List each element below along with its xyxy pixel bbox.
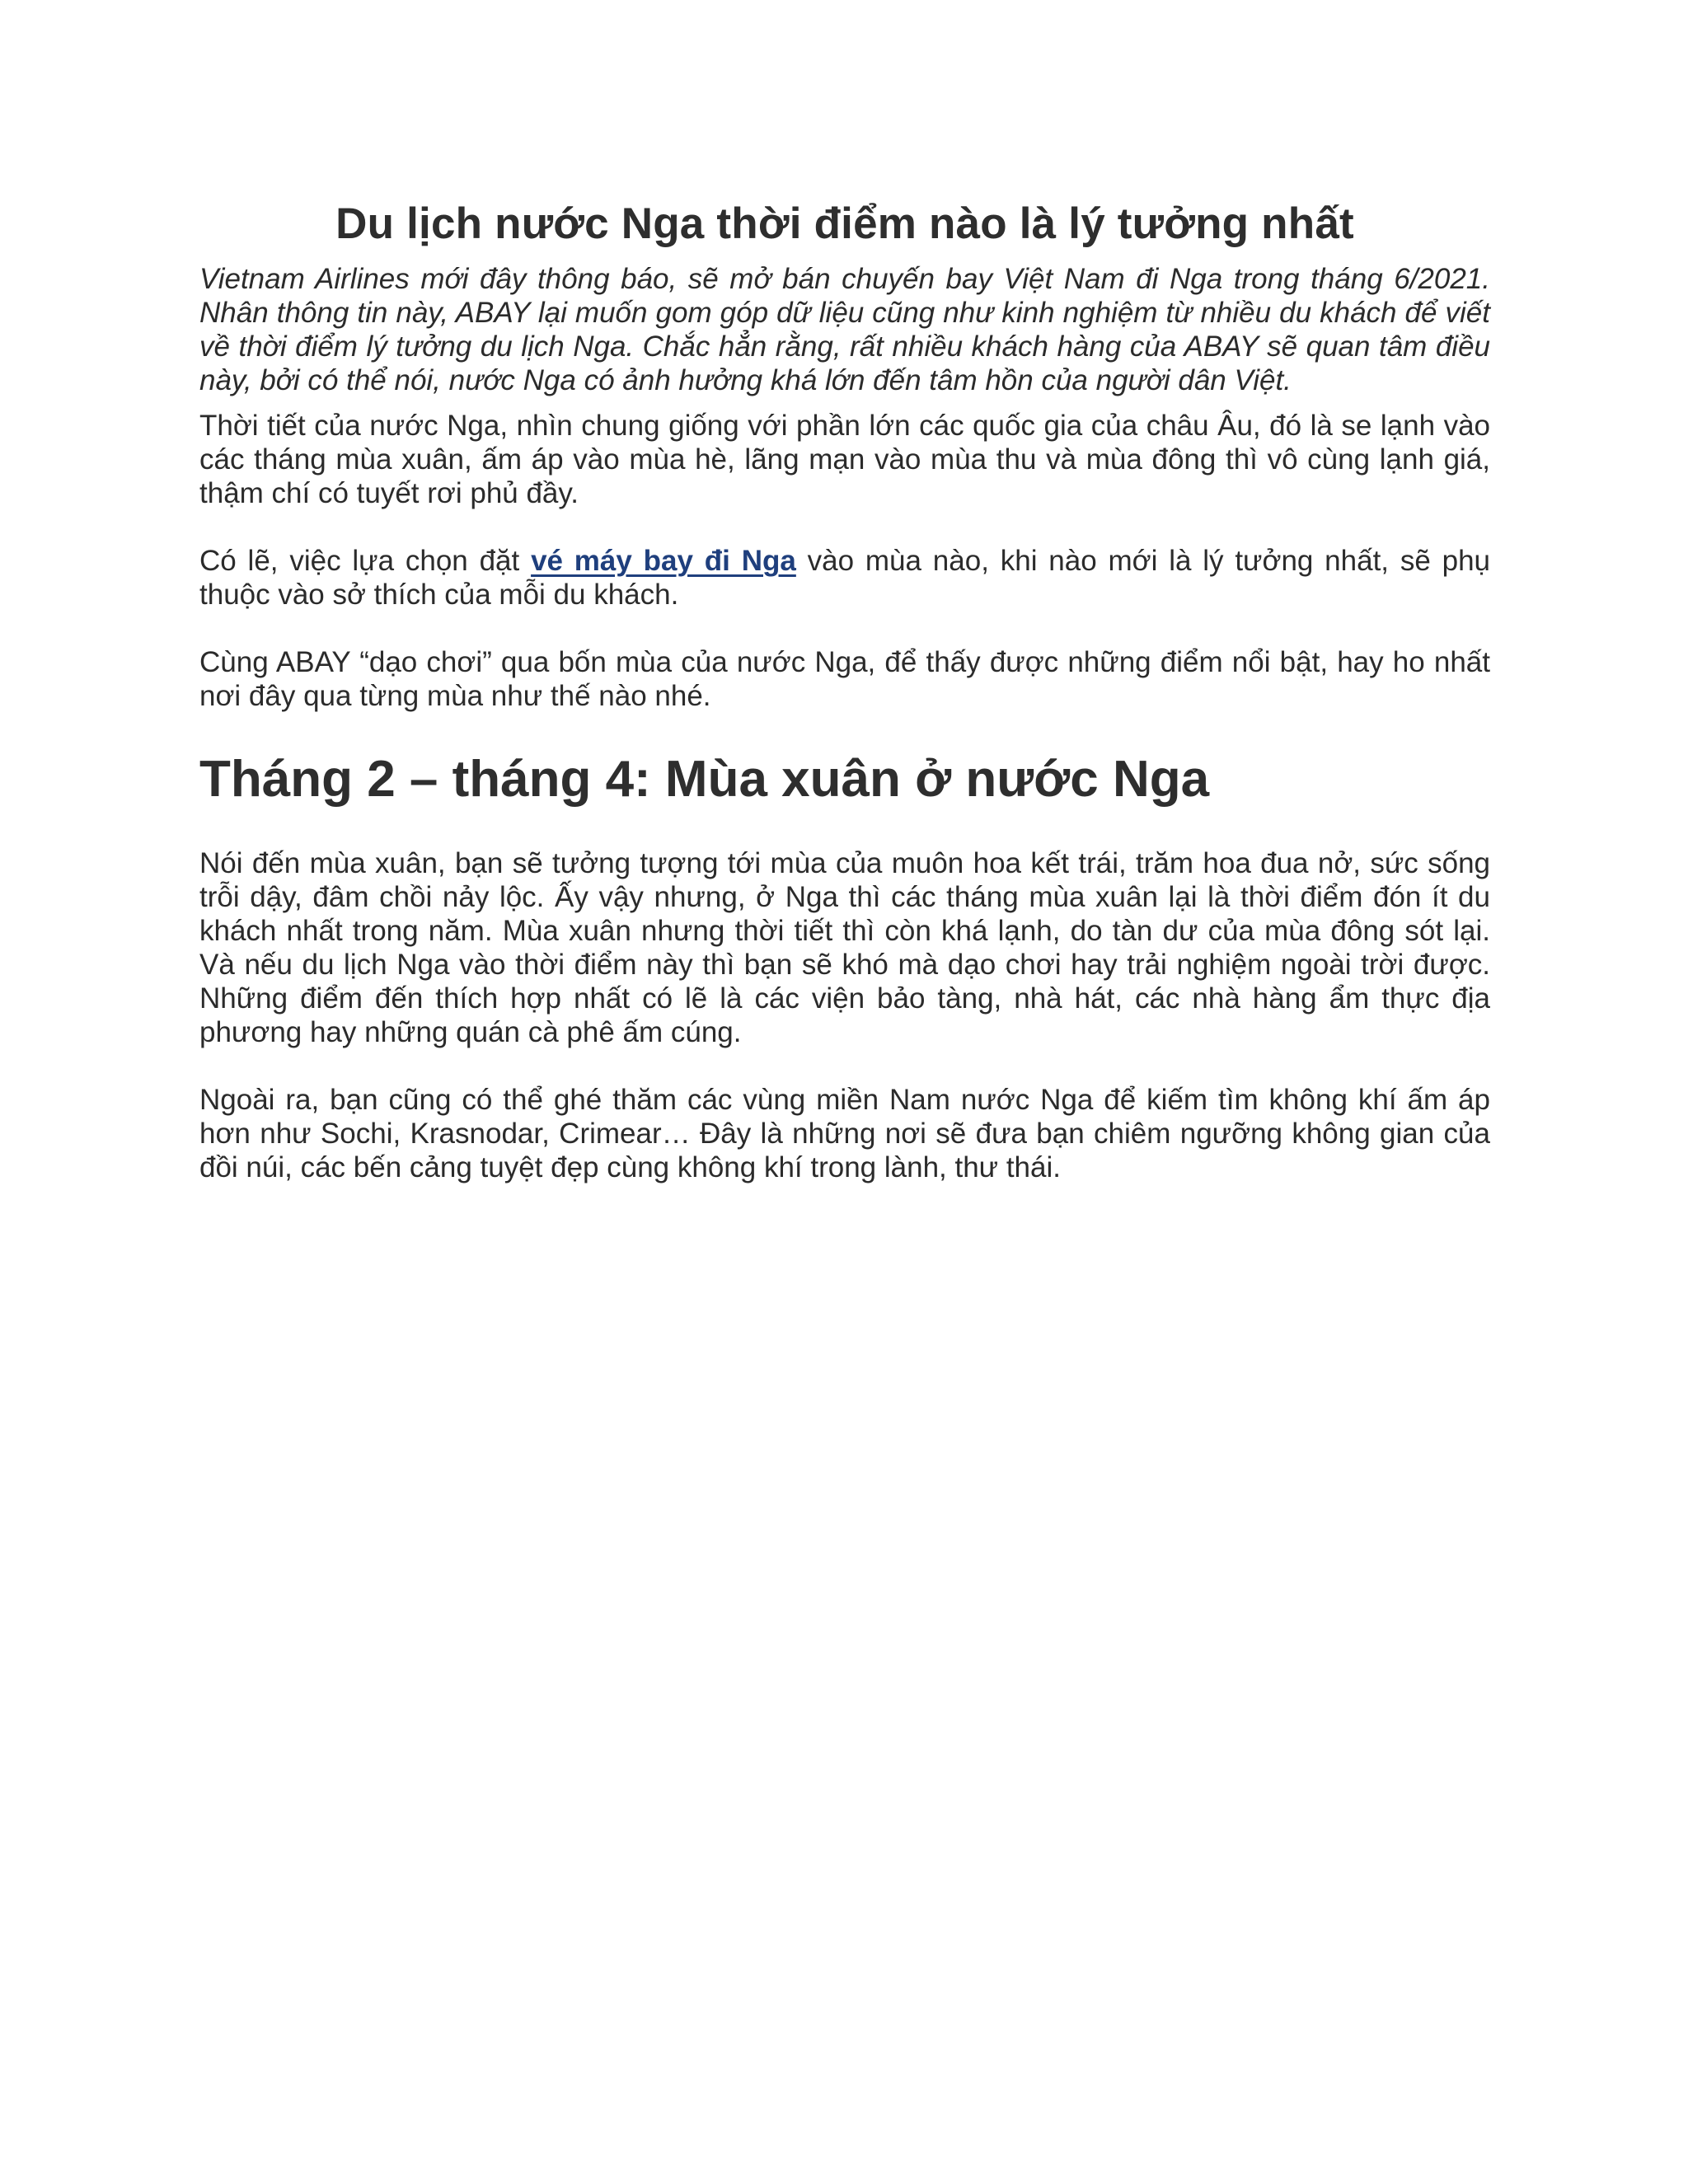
intro-paragraph: Vietnam Airlines mới đây thông báo, sẽ mở bán chuyến bay Việt Nam đi Nga trong tháng 6/2021. Nhân thông tin này, ABAY lại muốn gom góp dữ liệu cũng như kinh nghiệm từ nhiều du khách để viết về thời điểm lý tưởng du lịch Nga. Chắc hẳn rằng, rất nhiều khách hàng của ABAY sẽ quan tâm điều này, bởi có thể nói, nước Nga có ảnh hưởng khá lớn đến tâm hồn của người dân Việt. <box>199 263 1490 396</box>
ticket-choice-text-after: vào mùa nào, khi nào mới là lý tưởng nhất, sẽ phụ thuộc vào sở thích của mỗi du khách. <box>199 545 1491 611</box>
ticket-choice-paragraph <box>199 544 1490 612</box>
abay-four-seasons-paragraph: Cùng ABAY “dạo chơi” qua bốn mùa của nước Nga, để thấy được những điểm nổi bật, hay ho nhất nơi đây qua từng mùa như thế nào nhé. <box>199 646 1490 712</box>
document-title: Du lịch nước Nga thời điểm nào là lý tưởng nhất <box>335 199 1354 248</box>
ticket-choice-text-before: Có lẽ, việc lựa chọn đặt <box>199 545 532 577</box>
document-page <box>199 194 1490 1184</box>
spring-paragraph-1: Nói đến mùa xuân, bạn sẽ tưởng tượng tới mùa của muôn hoa kết trái, trăm hoa đua nở, sức sống trỗi dậy, đâm chồi nảy lộc. Ấy vậy nhưng, ở Nga thì các tháng mùa xuân lại là thời điểm đón ít du khách nhất trong năm. Mùa xuân nhưng thời tiết thì còn khá lạnh, do tàn dư của mùa đông sót lại. Và nếu du lịch Nga vào thời điểm này thì bạn sẽ khó mà dạo chơi hay trải nghiệm ngoài trời được. Những điểm đến thích hợp nhất có lẽ là các viện bảo tàng, nhà hát, các nhà hàng ẩm thực địa phương hay những quán cà phê ấm cúng. <box>199 847 1490 1048</box>
weather-paragraph: Thời tiết của nước Nga, nhìn chung giống với phần lớn các quốc gia của châu Âu, đó là se lạnh vào các tháng mùa xuân, ấm áp vào mùa hè, lãng mạn vào mùa thu và mùa đông thì vô cùng lạnh giá, thậm chí có tuyết rơi phủ đầy. <box>199 410 1490 509</box>
flight-ticket-link[interactable]: vé máy bay đi Nga <box>531 545 796 577</box>
spring-section-heading: Tháng 2 – tháng 4: Mùa xuân ở nước Nga <box>199 751 1210 808</box>
spring-paragraph-2: Ngoài ra, bạn cũng có thể ghé thăm các vùng miền Nam nước Nga để kiếm tìm không khí ấm áp hơn như Sochi, Krasnodar, Crimear… Đây là những nơi sẽ đưa bạn chiêm ngưỡng không gian của đồi núi, các bến cảng tuyệt đẹp cùng không khí trong lành, thư thái. <box>199 1084 1490 1183</box>
